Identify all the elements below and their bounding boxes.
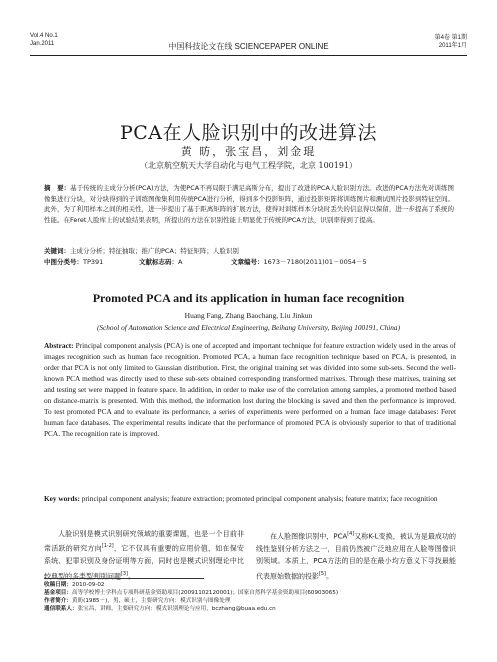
keywords-en	[44, 494, 456, 505]
citation-ref: [5]	[319, 570, 326, 577]
header-right	[435, 34, 467, 50]
volume-number: Vol.4 No.1	[30, 33, 58, 39]
footnote-rule	[44, 578, 204, 579]
body-text: 。	[127, 571, 135, 580]
article-number-value: 1673－7180(2011)01－0054－5	[263, 258, 367, 266]
abstract-label-cn: 摘 要：	[44, 184, 71, 192]
abstract-text-cn: 基于传统的主成分分析(PCA)方法，为使PCA不再局限于满足高斯分布，提出了改进的PCA人脸识别方法。改进的PCA方法先对训练图像集进行分块，对分块得到的子训练图像集利用传统PCA进行分析，得到多个投影矩阵，通过投影矩阵将训练图片和测试图片投影到特征空间。此外，为了利用样本之间的相关性，进一步提出了基于距离矩阵的扩展方法，使得对训练样本分块时丢失的信息得以保留，进一步提高了系统的性能。在Feret人脸库上的试验结果表明，所提出的方法在识别性能上明显优于传统的PCA方法，识别率得到了提高。	[44, 184, 454, 225]
footnote-author	[44, 597, 456, 605]
affiliation-en: (School of Automation Science and Electrical Engineering, Beihang University, Beijing 100191, China)	[96, 323, 401, 332]
body-column-right	[256, 528, 456, 582]
footnote-label: 收稿日期：	[44, 582, 72, 588]
footnote-contact	[44, 605, 456, 613]
keywords-text-en: principal component analysis; feature extraction; promoted principal component analysis; feature matrix; face recognition	[79, 494, 438, 503]
document-code-value: A	[178, 258, 183, 266]
footnote-label: 基金项目：	[44, 590, 72, 597]
issue-date-en: Jan.2011	[30, 41, 55, 47]
keywords-text-cn: 主成分分析；特征抽取；推广的PCA；特征矩阵；人脸识别	[70, 247, 239, 255]
body-text: 在人脸图像识别中，PCA	[270, 532, 348, 541]
issue-number-cn: 第4卷 第1期	[434, 35, 467, 41]
journal-name: 中国科技论文在线 SCIENCEPAPER ONLINE	[168, 42, 329, 51]
footnote-text: 张宝昌，讲师，主要研究方向：模式识别理论与应用，bczhang@buaa.edu.cn	[77, 606, 276, 613]
header-rule	[30, 55, 467, 56]
paper-title-cn: PCA在人脸识别中的改进算法	[119, 122, 378, 144]
footnote-text: 黄昉(1985－)，男，硕士，主要研究方向：模式识别与图像处理	[71, 598, 231, 605]
keywords-cn	[44, 246, 454, 255]
classification-label: 中图分类号：	[44, 258, 83, 266]
body-text: 人脸识别是模式识别研究领域的重要课题，也是一个目前非常活跃的研究方向	[44, 530, 244, 553]
issue-date-cn: 2011年1月	[438, 43, 467, 49]
article-number	[231, 257, 367, 266]
abstract-label-en: Abstract:	[44, 341, 74, 350]
abstract-text-en: Principal component analysis (PCA) is one of accepted and important technique for feature extraction widely used in the areas of images recognition such as human face recognition. Promoted PCA, a human face recognition technique based on PCA, is presented, in order that PCA is not only limited to Gaussian distribution. First, the original training set was divided into some sub-sets. Second the well-known PCA method was directly used to these sub-sets obtained corresponding transformed matrixes. Through these matrixes, training set and testing set were mapped in feature space. In addition, in order to make use of the correlation among samples, a promoted method based on distance-matrix is presented. With this method, the information lost during the blocking is saved and then the performance is improved. To test promoted PCA and to evaluate its performance, a series of experiments were performed on a human face image databases: Feret human face databases. The experimental results indicate that the performance of promoted PCA is obviously superior to that of traditional PCA. The recognition rate is improved.	[44, 341, 456, 438]
body-text: ，它不仅具有重要的应用价值，如在保安系统、犯罪识别及身份证明等方面，同时也是模式识别理论中比较典型的多类型判别问题	[44, 544, 245, 580]
footnote-label: 作者简介：	[44, 598, 72, 605]
authors-cn: 黄 昉，张宝昌，刘金琨	[180, 145, 317, 158]
footnote-text: 2010-09-02	[71, 582, 105, 588]
classification-value: TP391	[83, 258, 104, 266]
citation-ref: [4]	[347, 531, 355, 537]
footnote-label: 通信联系人：	[44, 606, 78, 613]
footnote-received	[44, 581, 456, 589]
abstract-en	[44, 341, 456, 440]
footnote-text: 高等学校博士学科点专项科研基金资助项目(20091102120001)；国家自然科学基金资助项目(60903065)	[71, 590, 339, 597]
keywords-label-cn: 关键词：	[44, 247, 70, 255]
affiliation-cn: （北京航空航天大学自动化与电气工程学院，北京 100191）	[139, 161, 358, 170]
article-number-label: 文章编号：	[231, 258, 264, 266]
citation-ref: [3]	[121, 570, 128, 577]
footnotes	[44, 581, 456, 613]
footnote-funding	[44, 589, 456, 597]
citation-ref: [1-2]	[101, 543, 114, 550]
paper-title-en: Promoted PCA and its application in human face recognition	[92, 291, 405, 305]
body-column-left	[44, 528, 244, 582]
classification-number	[44, 257, 103, 266]
body-text: 又称K-L变换，被认为是最成功的线性鉴别分析方法之一，目前仍然被广泛地应用在人脸等图像识别领域。本质上，PCA方法的目的是在最小均方意义下寻找最能代表原始数据的投影	[256, 532, 457, 580]
abstract-cn	[44, 183, 454, 226]
keywords-label-en: Key words:	[44, 494, 80, 503]
document-code-label: 文献标志码：	[139, 258, 178, 266]
authors-en: Huang Fang, Zhang Baochang, Liu Jinkun	[184, 311, 313, 320]
document-code	[139, 257, 182, 266]
body-text: 。	[325, 571, 333, 580]
